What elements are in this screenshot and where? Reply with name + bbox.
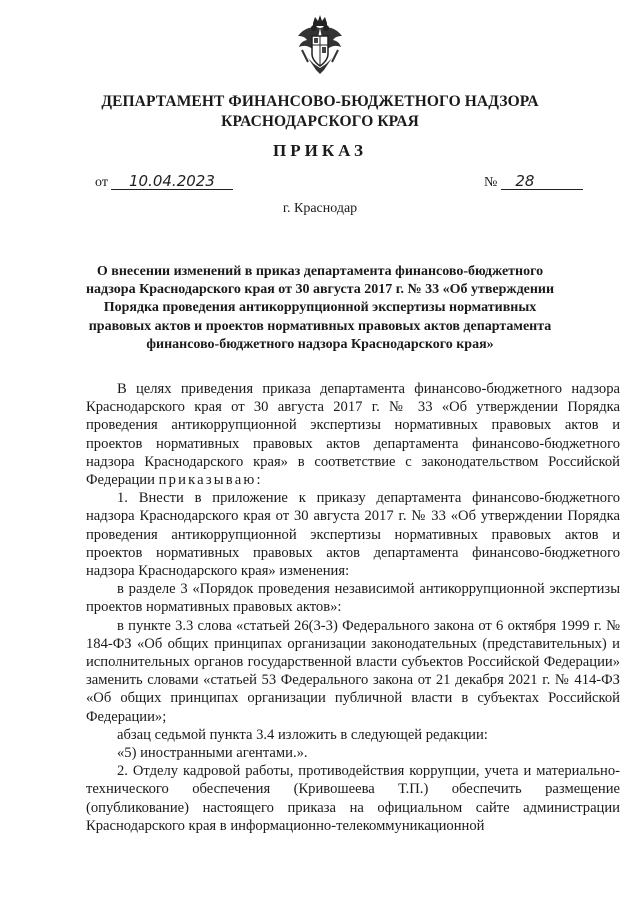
- item-2-paragraph: 2. Отделу кадровой работы, противодействия коррупции, учета и материально-технического обеспечения (Кривошеева Т.П.) обеспечить размещение (опубликование) настоящего приказа на официальном сайте администрации Краснодарского края в информационно-телекоммуникационной: [86, 763, 620, 834]
- item-1-point-paragraph: в пункте 3.3 слова «статьей 26(3-3) Федерального закона от 6 октября 1999 г. № 184-ФЗ «Об общих принципах организации законодательных (представительных) и исполнительных органов государственной власти субъектов Российской Федерации» заменить словами «статьей 53 Федерального закона от 21 декабря 2021 г. № 414-ФЗ «Об общих принципах организации публичной власти в субъектах Российской Федерации»;: [86, 617, 620, 725]
- document-type-title: ПРИКАЗ: [273, 141, 367, 160]
- order-word: приказываю:: [158, 472, 263, 489]
- item-1-section-paragraph: в разделе 3 «Порядок проведения независимой антикоррупционной экспертизы проектов нормативных правовых актов»:: [86, 581, 620, 616]
- order-body: [86, 380, 620, 835]
- preamble-text: В целях приведения приказа департамента финансово-бюджетного надзора Краснодарского края от 30 августа 2017 г. № 33 «Об утверждении Порядка проведения антикоррупционной экспертизы нормативных правовых актов и проектов нормативных правовых актов департамента финансово-бюджетного надзора Краснодарского края» в соответствие с законодательством Российской Федерации: [86, 381, 620, 489]
- handwritten-date: 10.04.2023: [111, 174, 233, 190]
- preamble-paragraph: [86, 380, 620, 489]
- item-1-para-paragraph: абзац седьмой пункта 3.4 изложить в следующей редакции:: [117, 726, 488, 743]
- department-line-2: КРАСНОДАРСКОГО КРАЯ: [221, 113, 419, 130]
- handwritten-number: 28: [501, 174, 583, 190]
- department-line-1: ДЕПАРТАМЕНТ ФИНАНСОВО-БЮДЖЕТНОГО НАДЗОРА: [101, 93, 539, 110]
- coat-of-arms-emblem: [296, 14, 344, 78]
- item-1-paragraph: 1. Внести в приложение к приказу департамента финансово-бюджетного надзора Краснодарского края от 30 августа 2017 г. № 33 «Об утверждении Порядка проведения антикоррупционной экспертизы нормативных правовых актов и проектов нормативных правовых актов департамента финансово-бюджетного надзора Краснодарского края» изменения:: [86, 490, 620, 580]
- date-prefix: от: [95, 175, 108, 190]
- order-subject: О внесении изменений в приказ департамента финансово-бюджетного надзора Краснодарского края от 30 августа 2017 г. № 33 «Об утверждении Порядка проведения антикоррупционной экспертизы нормативных правовых актов и проектов нормативных правовых актов департамента финансово-бюджетного надзора Краснодарского края»: [85, 264, 555, 352]
- department-name: [60, 92, 580, 132]
- order-date: [95, 174, 233, 191]
- item-1-quote-paragraph: «5) иностранными агентами.».: [117, 745, 308, 762]
- number-prefix: №: [484, 175, 498, 190]
- city-name: г. Краснодар: [282, 201, 358, 216]
- order-number: [484, 174, 583, 191]
